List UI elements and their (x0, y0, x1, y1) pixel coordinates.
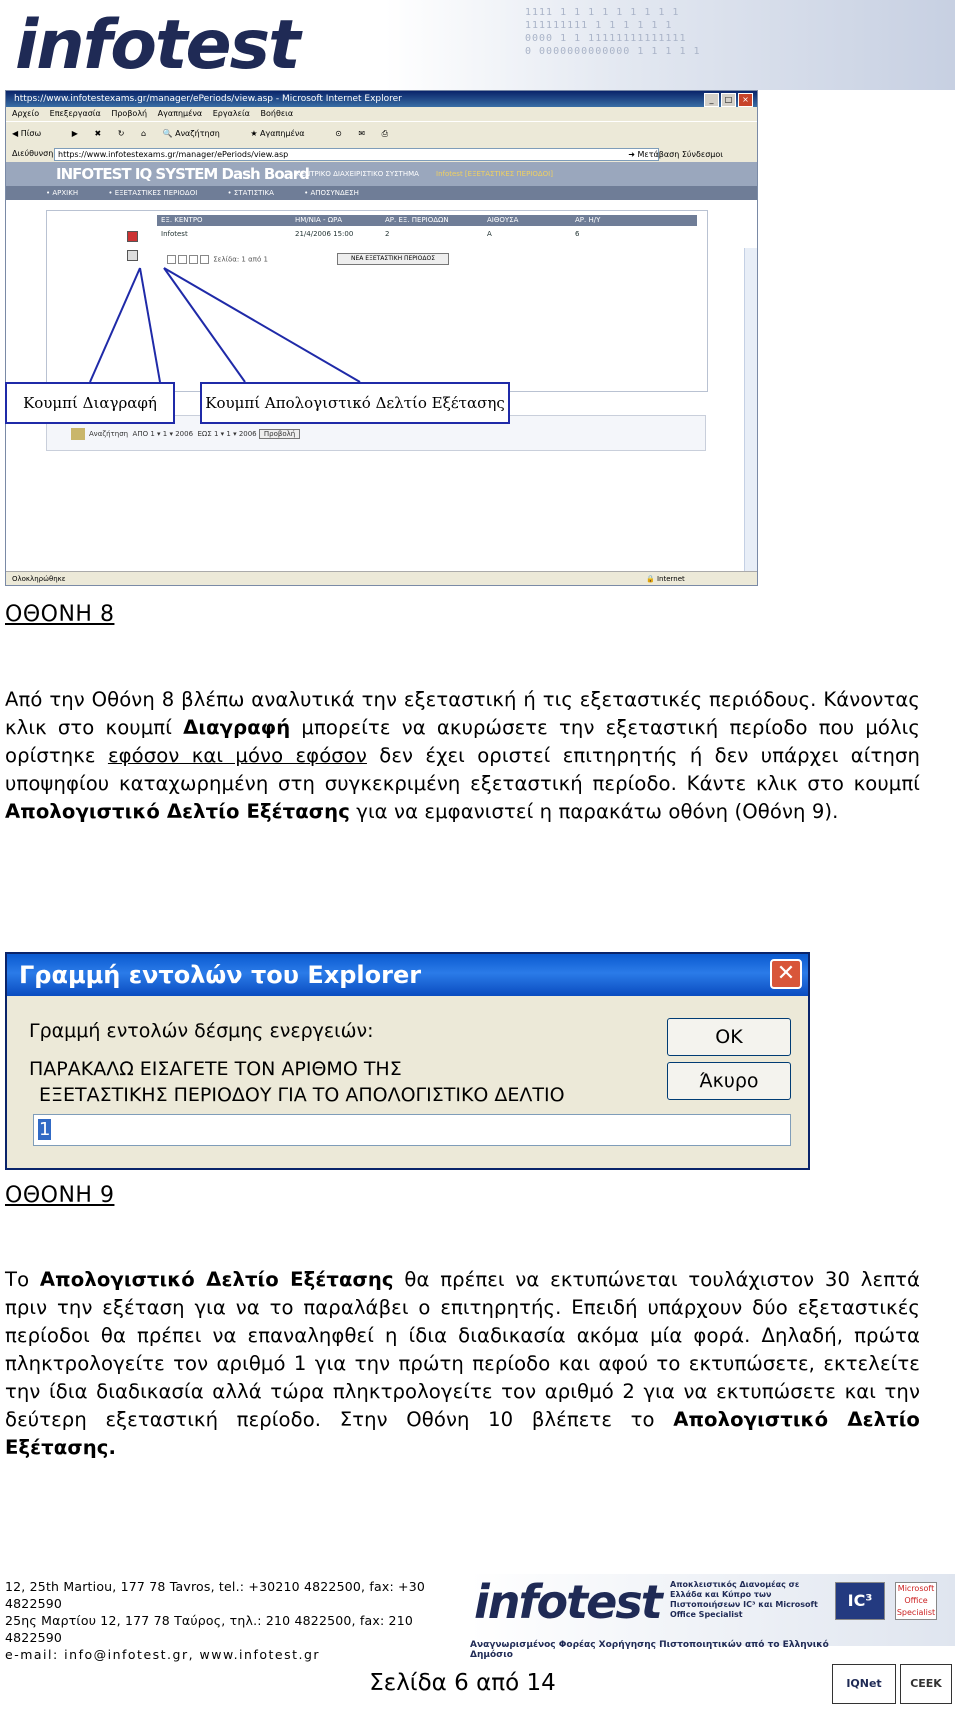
to-month-select[interactable]: 1 (226, 430, 231, 438)
status-bar (6, 571, 757, 585)
col-datetime: ΗΜ/ΝΙΑ - ΩΡΑ (295, 216, 343, 224)
home-icon[interactable]: ⌂ (140, 129, 147, 138)
iqnet-logo: IQNet (832, 1664, 896, 1704)
from-month-select[interactable]: 1 (162, 430, 168, 438)
menu-view[interactable]: Προβολή (111, 109, 148, 118)
print-icon[interactable]: ⎙ (381, 129, 389, 138)
nav-stats[interactable]: • ΣΤΑΤΙΣΤΙΚΑ (227, 189, 274, 197)
dialog-title: Γραμμή εντολών του Explorer (19, 961, 422, 989)
mos-badge: Microsoft Office Specialist (895, 1582, 937, 1620)
site-section: Infotest [ΕΞΕΤΑΣΤΙΚΕΣ ΠΕΡΙΟΔΟΙ] (436, 170, 553, 178)
screen8-heading: ΟΘΟΝΗ 8 (5, 602, 115, 627)
history-icon[interactable]: ⊙ (335, 129, 342, 138)
site-title: INFOTEST IQ SYSTEM Dash Board (56, 165, 309, 183)
callout-report: Κουμπί Απολογιστικό Δελτίο Εξέτασης (200, 382, 510, 424)
address-en: 12, 25th Martiou, 177 78 Tavros, tel.: +30210 4822500, fax: +30 4822590 (5, 1579, 426, 1611)
callout-line-delete (90, 268, 140, 382)
callout-line-report (164, 268, 245, 382)
cell-room: Α (487, 230, 492, 238)
period-number-input[interactable]: 1 (33, 1114, 791, 1146)
callout-line-delete-2 (140, 268, 160, 382)
nav-periods[interactable]: • ΕΞΕΤΑΣΤΙΚΕΣ ΠΕΡΙΟΔΟΙ (108, 189, 198, 197)
cell-center: Infotest (161, 230, 188, 238)
col-center: ΕΞ. ΚΕΝΤΡΟ (161, 216, 203, 224)
go-button[interactable]: ➜ Μετάβαση Σύνδεσμοι (628, 150, 723, 159)
menu-file[interactable]: Αρχείο (12, 109, 40, 118)
mail-icon[interactable]: ✉ (358, 129, 366, 138)
page-number: Σελίδα 6 από 14 (369, 1670, 556, 1696)
browser-title: https://www.infotestexams.gr/manager/ePeriods/view.asp - Microsoft Internet Explorer (14, 94, 402, 104)
minimize-icon[interactable]: _ (704, 93, 719, 107)
status-text: Ολοκληρώθηκε (12, 575, 66, 583)
screen8-paragraph: Από την Οθόνη 8 βλέπω αναλυτικά την εξεταστική ή τις εξεταστικές περιόδους. Κάνοντας κλικ στο κουμπί Διαγραφή μπορείτε να ακυρώσετε την εξεταστική περίοδο που μόλις ορίστηκε εφόσον και μόνο εφόσον δεν έχει οριστεί επιτηρητής ή δεν υπάρχει αίτηση υποψηφίου καταχωρημένη στη συγκεκριμένη εξεταστική περίοδο. Κάντε κλικ στο κουμπί Απολογιστικό Δελτίο Εξέτασης για να εμφανιστεί η παρακάτω οθόνη (Οθόνη 9). (5, 688, 920, 823)
dialog-close-icon[interactable]: ✕ (770, 959, 802, 989)
footer-tagline: Αναγνωρισμένος Φορέας Χορήγησης Πιστοποιητικών από το Ελληνικό Δημόσιο (470, 1640, 829, 1660)
ok-button[interactable]: OK (667, 1018, 791, 1056)
to-year-input[interactable]: 2006 (238, 430, 257, 438)
dialog-label: Γραμμή εντολών δέσμης ενεργειών: (29, 1020, 374, 1042)
new-period-button[interactable]: ΝΕΑ ΕΞΕΤΑΣΤΙΚΗ ΠΕΡΙΟΔΟΣ (337, 253, 449, 265)
footer-distributor-text: Αποκλειστικός Διανομέας σε Ελλάδα και Κύπρο των Πιστοποιήσεων IC³ και Microsoft Office Specialist (670, 1580, 818, 1619)
col-pcs: ΑΡ. Η/Υ (575, 216, 601, 224)
from-day-select[interactable]: 1 (150, 430, 155, 438)
dialog-title-bar (7, 954, 808, 996)
back-button[interactable]: ◀ Πίσω (12, 129, 42, 138)
dialog-message: ΠΑΡΑΚΑΛΩ ΕΙΣΑΓΕΤΕ ΤΟΝ ΑΡΙΘΜΟ ΤΗΣ ΕΞΕΤΑΣΤΙΚΗΣ ΠΕΡΙΟΔΟΥ ΓΙΑ ΤΟ ΑΠΟΛΟΓΙΣΤΙΚΟ ΔΕΛΤΙΟ (29, 1058, 565, 1106)
col-room: ΑΙΘΟΥΣΑ (487, 216, 519, 224)
footer-infotest-logo: infotest (474, 1575, 661, 1629)
screen9-heading: ΟΘΟΝΗ 9 (5, 1183, 115, 1208)
address-input[interactable]: https://www.infotestexams.gr/manager/ePeriods/view.asp (54, 148, 659, 161)
forward-icon[interactable]: ▶ (71, 129, 78, 138)
report-term: Απολογιστικό Δελτίο Εξέτασης (5, 800, 350, 823)
cell-pcs: 6 (575, 230, 580, 238)
delete-term: Διαγραφή (183, 716, 291, 739)
refresh-icon[interactable]: ↻ (117, 129, 125, 138)
ic3-badge: IC³ (835, 1582, 885, 1620)
col-periods: ΑΡ. ΕΞ. ΠΕΡΙΟΔΩΝ (385, 216, 449, 224)
menu-help[interactable]: Βοήθεια (260, 109, 294, 118)
infotest-logo: infotest (15, 6, 299, 85)
from-year-input[interactable]: 2006 (175, 430, 194, 438)
close-icon[interactable]: × (738, 93, 753, 107)
report-term-3: Απολογιστικό Δελτίο Εξέτασης. (5, 1408, 920, 1459)
view-button[interactable]: Προβολή (259, 429, 300, 439)
footer-logo-banner (470, 1574, 955, 1646)
address-gr: 25ης Μαρτίου 12, 177 78 Ταύρος, τηλ.: 210 4822500, fax: 210 4822590 (5, 1613, 413, 1645)
cell-periods: 2 (385, 230, 390, 238)
callout-delete: Κουμπί Διαγραφή (5, 382, 175, 424)
menu-tools[interactable]: Εργαλεία (212, 109, 250, 118)
menu-edit[interactable]: Επεξεργασία (49, 109, 101, 118)
condition-term: εφόσον και μόνο εφόσον (107, 744, 367, 767)
maximize-icon[interactable]: □ (721, 93, 736, 107)
cancel-button[interactable]: Άκυρο (667, 1062, 791, 1100)
search-to-label: ΕΩΣ (197, 430, 212, 438)
cell-datetime: 21/4/2006 15:00 (295, 230, 354, 238)
to-day-select[interactable]: 1 (213, 430, 219, 438)
favorites-button[interactable]: ★ Αγαπημένα (250, 129, 305, 138)
prompt-dialog (5, 952, 810, 1170)
site-subtitle: ΚΕΝΤΡΙΚΟ ΔΙΑΧΕΙΡΙΣΤΙΚΟ ΣΥΣΤΗΜΑ (296, 170, 419, 178)
nav-home[interactable]: • ΑΡΧΙΚΗ (46, 189, 79, 197)
search-button[interactable]: 🔍 Αναζήτηση (162, 129, 220, 138)
certification-logos (830, 1660, 955, 1708)
search-bar: Αναζήτηση ΑΠΟ 1 ▾ 1 ▾ 2006 ΕΩΣ 1 ▾ 1 ▾ 2006 Προβολή (46, 415, 706, 451)
address-label: Διεύθυνση (12, 149, 54, 158)
menu-favorites[interactable]: Αγαπημένα (157, 109, 203, 118)
pager-text: Σελίδα: 1 από 1 (213, 255, 268, 264)
header-stripes: 1111 1 1 1 1 1 1 1 1 1 111111111 1 1 1 1 1 1 0000 1 1 11111111111111 0 0000000000000 1 1 1 1 1 (525, 7, 701, 57)
search-from-label: ΑΠΟ (132, 430, 149, 438)
screen9-paragraph: Το Απολογιστικό Δελτίο Εξέτασης θα πρέπει να εκτυπώνεται τουλάχιστον 30 λεπτά πριν την εξέταση για να το παραλάβει ο επιτηρητής. Επειδή υπάρχουν δύο εξεταστικές περίοδοι θα πρέπει να επαναληφθεί η ίδια διαδικασία ακόμα μία φορά. Δηλαδή, πρώτα πληκτρολογείτε τον αριθμό 1 για την πρώτη περίοδο και αφού το εκτυπώσετε, εκτελείτε την ίδια διαδικασία αλλά τώρα πληκτρολογείτε τον αριθμό 2 για να εκτυπώσετε και την δεύτερη εξεταστική περίοδο. Στην Οθόνη 10 βλέπετε το Απολογιστικό Δελτίο Εξέτασης. (5, 1268, 920, 1459)
zone-indicator: 🔒 Internet (646, 575, 685, 583)
nav-logout[interactable]: • ΑΠΟΣΥΝΔΕΣΗ (304, 189, 359, 197)
search-label: Αναζήτηση (89, 430, 129, 438)
footer-address (5, 1578, 465, 1663)
stop-icon[interactable]: ✖ (94, 129, 102, 138)
contact-line: e-mail: info@infotest.gr, www.infotest.gr (5, 1647, 321, 1662)
report-term-2: Απολογιστικό Δελτίο Εξέτασης (39, 1268, 394, 1291)
ceek-logo: CEEK (900, 1664, 952, 1704)
callout-line-report-2 (164, 268, 360, 382)
